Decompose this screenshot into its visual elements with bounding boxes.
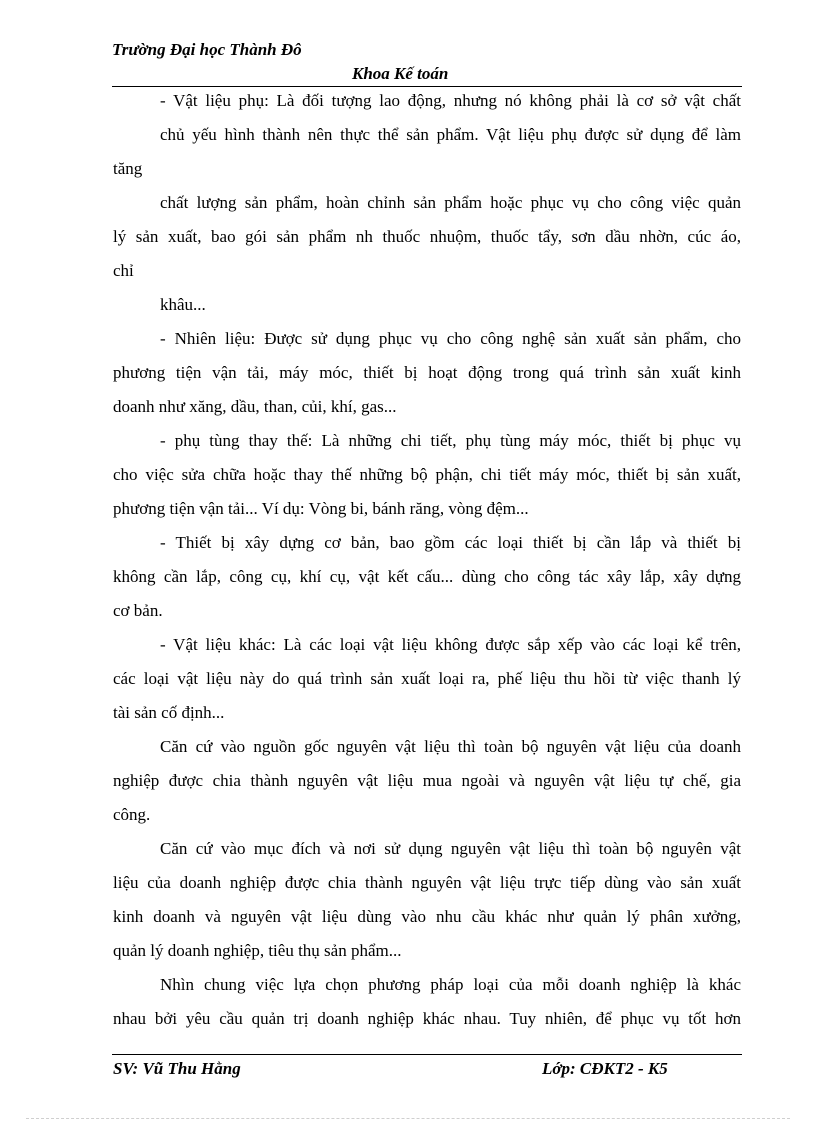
text-line: phương tiện vận tải... Ví dụ: Vòng bi, bánh răng, vòng đệm... [113, 499, 529, 518]
header-school-name: Trường Đại học Thành Đô [112, 40, 302, 59]
text-line: chỉ [113, 261, 134, 280]
text-line: không cần lắp, công cụ, khí cụ, vật kết cấu... dùng cho công tác xây lắp, xây dựng [113, 567, 741, 586]
text-line: công. [113, 805, 151, 824]
footer-class: Lớp: CĐKT2 - K5 [542, 1059, 668, 1078]
text-line: tài sản cố định... [113, 703, 225, 722]
text-line: cho việc sửa chữa hoặc thay thế những bộ phận, chi tiết máy móc, thiết bị sản xuất, [113, 465, 741, 484]
text-line: doanh như xăng, dầu, than, củi, khí, gas... [113, 397, 397, 416]
text-line: - Vật liệu khác: Là các loại vật liệu không được sắp xếp vào các loại kể trên, [160, 635, 741, 654]
text-line: - phụ tùng thay thế: Là những chi tiết, phụ tùng máy móc, thiết bị phục vụ [160, 431, 741, 450]
header-divider [112, 86, 742, 87]
text-line: cơ bản. [113, 601, 163, 620]
text-line: khâu... [160, 295, 206, 314]
text-line: - Thiết bị xây dựng cơ bản, bao gồm các loại thiết bị cần lắp và thiết bị [160, 533, 741, 552]
page-bottom-edge [26, 1118, 790, 1119]
text-line: liệu của doanh nghiệp được chia thành nguyên vật liệu trực tiếp dùng vào sản xuất [113, 873, 741, 892]
text-line: chất lượng sản phẩm, hoàn chỉnh sản phẩm hoặc phục vụ cho công việc quản [160, 193, 741, 212]
footer-student-name: SV: Vũ Thu Hằng [113, 1059, 241, 1078]
text-line: Căn cứ vào nguồn gốc nguyên vật liệu thì toàn bộ nguyên vật liệu của doanh [160, 737, 741, 756]
text-line: tăng [113, 159, 143, 178]
text-line: phương tiện vận tải, máy móc, thiết bị hoạt động trong quá trình sản xuất kinh [113, 363, 741, 382]
text-line: Nhìn chung việc lựa chọn phương pháp loại của mỗi doanh nghiệp là khác [160, 975, 741, 994]
text-line: nghiệp được chia thành nguyên vật liệu mua ngoài và nguyên vật liệu tự chế, gia [113, 771, 741, 790]
text-line: - Vật liệu phụ: Là đối tượng lao động, nhưng nó không phải là cơ sở vật chất [160, 91, 741, 110]
text-line: nhau bởi yêu cầu quản trị doanh nghiệp khác nhau. Tuy nhiên, để phục vụ tốt hơn [113, 1009, 741, 1028]
text-line: các loại vật liệu này do quá trình sản xuất loại ra, phế liệu thu hồi từ việc thanh lý [113, 669, 741, 688]
text-line: kinh doanh và nguyên vật liệu dùng vào nhu cầu khác như quản lý phân xưởng, [113, 907, 741, 926]
text-line: lý sản xuất, bao gói sản phẩm nh thuốc nhuộm, thuốc tẩy, sơn dầu nhờn, cúc áo, [113, 227, 741, 246]
text-line: Căn cứ vào mục đích và nơi sử dụng nguyên vật liệu thì toàn bộ nguyên vật [160, 839, 741, 858]
text-line: chủ yếu hình thành nên thực thể sản phẩm. Vật liệu phụ được sử dụng để làm [160, 125, 741, 144]
footer-divider [112, 1054, 742, 1055]
header-department: Khoa Kế toán [352, 64, 449, 83]
text-line: quản lý doanh nghiệp, tiêu thụ sản phẩm... [113, 941, 402, 960]
text-line: - Nhiên liệu: Được sử dụng phục vụ cho công nghệ sản xuất sản phẩm, cho [160, 329, 741, 348]
